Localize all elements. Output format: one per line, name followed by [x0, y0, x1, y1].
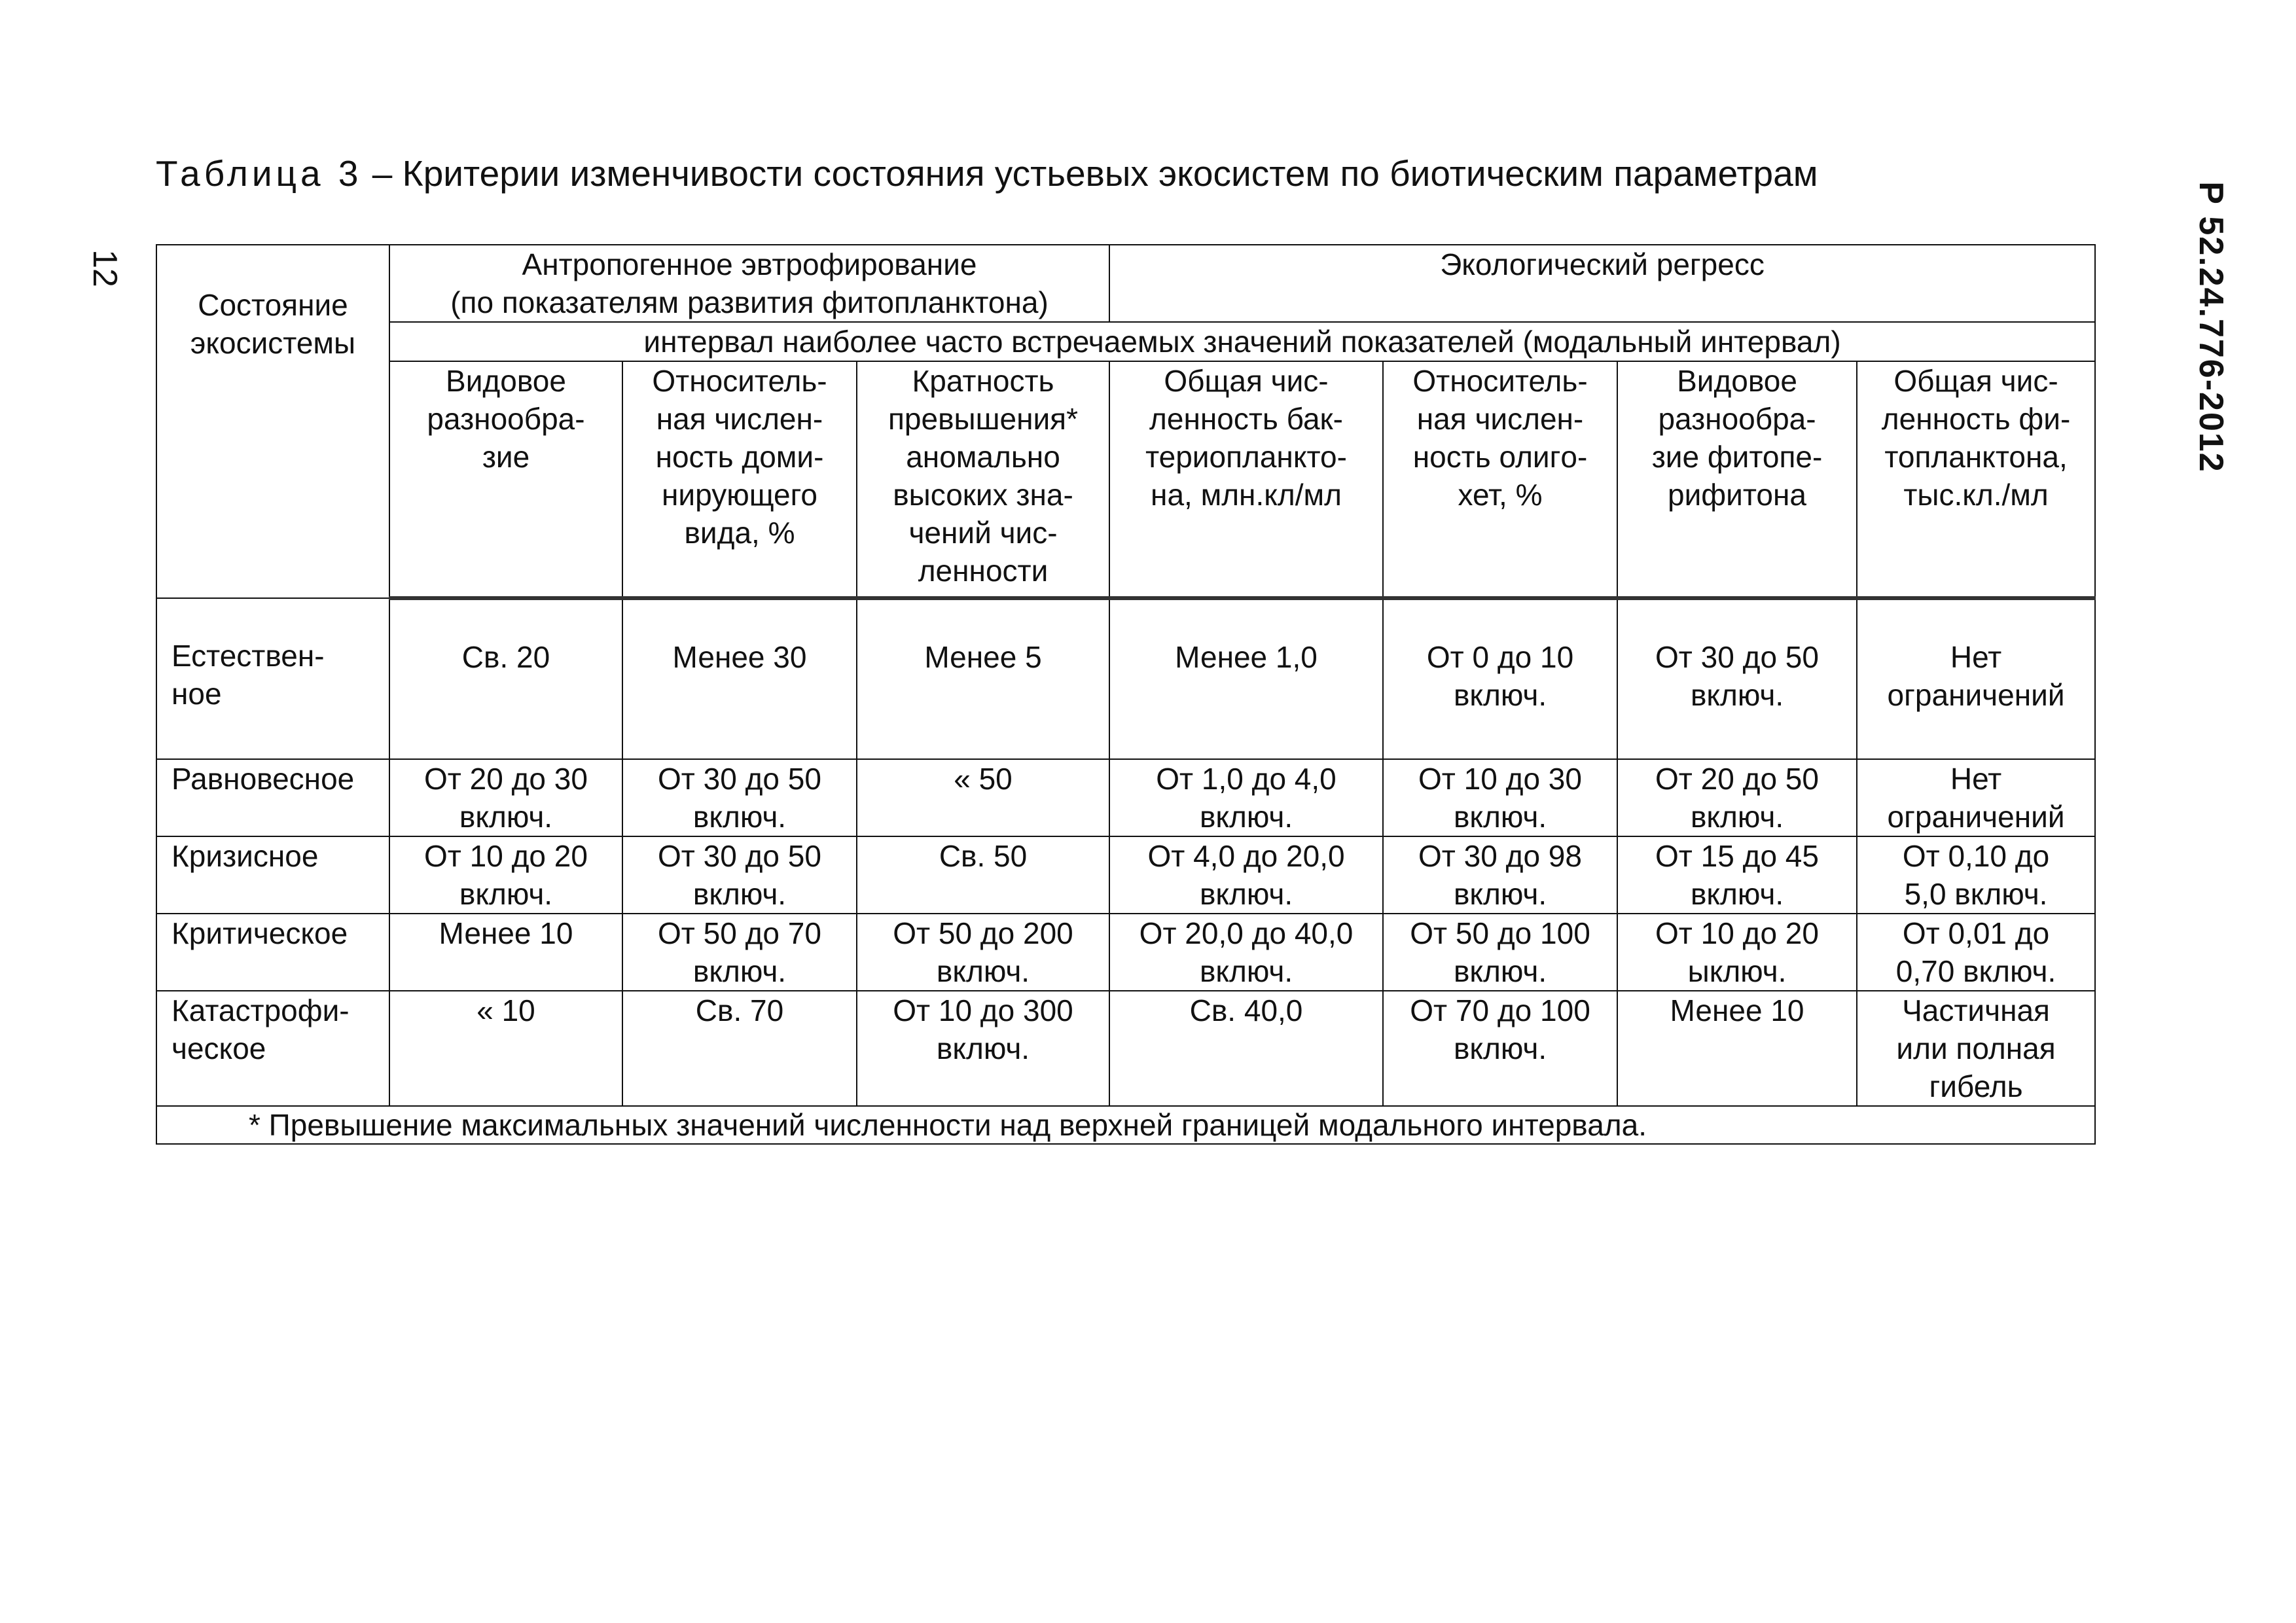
criteria-table [156, 244, 2096, 1145]
cell-line: зие [482, 440, 530, 474]
cell-line: 5,0 включ. [1904, 877, 2048, 911]
cell-line: Критическое [171, 916, 348, 950]
document-code: Р 52.24.776-2012 [2192, 181, 2230, 473]
column-header [1383, 361, 1617, 598]
cell-line: Общая чис- [1164, 364, 1329, 398]
cell-line: включ. [1453, 877, 1547, 911]
cell-line: Общая чис- [1893, 364, 2058, 398]
column-header [389, 361, 622, 598]
table-footnote: * Превышение максимальных значений численности над верхней границей модального интервала. [156, 1106, 2095, 1144]
cell-line: Катастрофи- [171, 993, 350, 1027]
cell-line: Нет [1950, 762, 2002, 796]
value-cell [389, 598, 622, 759]
cell-line: териопланкто- [1145, 440, 1347, 474]
cell-line: ыключ. [1687, 954, 1787, 988]
column-header [857, 361, 1109, 598]
cell-line: От 50 до 100 [1410, 916, 1590, 950]
cell-line: включ. [1453, 1031, 1547, 1065]
value-cell [1857, 991, 2095, 1106]
cell-line: включ. [936, 954, 1030, 988]
cell-line: « 50 [954, 762, 1013, 796]
cell-line: От 20,0 до 40,0 [1139, 916, 1354, 950]
value-cell [622, 991, 857, 1106]
value-cell [1109, 914, 1383, 991]
value-cell [1109, 991, 1383, 1106]
cell-line: Менее 10 [439, 916, 573, 950]
value-cell [1383, 598, 1617, 759]
table-row [156, 759, 2095, 836]
cell-line: (по показателям развития фитопланктона) [450, 285, 1049, 319]
value-cell [1383, 914, 1617, 991]
page-number: 12 [86, 249, 124, 287]
cell-line: От 70 до 100 [1410, 993, 1590, 1027]
cell-line: зие фитопе- [1651, 440, 1823, 474]
cell-line: включ. [1199, 954, 1293, 988]
value-cell [1617, 598, 1857, 759]
cell-line: тыс.кл./мл [1903, 478, 2049, 512]
value-cell [1857, 836, 2095, 914]
cell-line: От 30 до 50 [658, 839, 821, 873]
cell-line: нирующего [662, 478, 817, 512]
state-cell [156, 991, 389, 1106]
cell-line: включ. [936, 1031, 1030, 1065]
cell-line: От 10 до 300 [893, 993, 1073, 1027]
cell-line: От 30 до 50 [1655, 640, 1819, 674]
cell-line: От 0 до 10 [1426, 640, 1574, 674]
cell-line: вида, % [684, 516, 795, 550]
header-eutrophication [389, 245, 1109, 322]
cell-line: включ. [1690, 877, 1784, 911]
cell-line: Менее 10 [1670, 993, 1804, 1027]
cell-line: гибель [1929, 1069, 2023, 1103]
cell-line: Экологический регресс [1440, 247, 1765, 281]
table-caption [156, 153, 1818, 194]
cell-line: Частичная [1902, 993, 2050, 1027]
value-cell [389, 836, 622, 914]
cell-line: ность олигo- [1412, 440, 1588, 474]
value-cell [1857, 914, 2095, 991]
value-cell [1383, 759, 1617, 836]
cell-line: ная числен- [1416, 402, 1584, 436]
cell-line: ограничений [1887, 800, 2065, 834]
value-cell [622, 598, 857, 759]
value-cell [622, 759, 857, 836]
value-cell [1857, 598, 2095, 759]
value-cell [1617, 836, 1857, 914]
cell-line: аномально [906, 440, 1060, 474]
value-cell [1383, 991, 1617, 1106]
cell-line: От 50 до 70 [658, 916, 821, 950]
cell-line: Св. 40,0 [1189, 993, 1303, 1027]
table-row [156, 991, 2095, 1106]
cell-line: чений чис- [908, 516, 1058, 550]
header-modal-interval: интервал наиболее часто встречаемых значений показателей (модальный интервал) [389, 322, 2095, 361]
state-cell [156, 598, 389, 759]
cell-line: От 50 до 200 [893, 916, 1073, 950]
cell-line: От 20 до 50 [1655, 762, 1819, 796]
cell-line: ческое [171, 1031, 266, 1065]
column-header [1857, 361, 2095, 598]
table-row [156, 914, 2095, 991]
cell-line: включ. [692, 877, 787, 911]
cell-line: « 10 [476, 993, 535, 1027]
value-cell [389, 759, 622, 836]
cell-line: Менее 30 [672, 640, 807, 674]
cell-line: включ. [1690, 800, 1784, 834]
value-cell [1617, 914, 1857, 991]
column-header [1109, 361, 1383, 598]
cell-line: включ. [1453, 800, 1547, 834]
cell-line: Кризисное [171, 839, 319, 873]
cell-line: разнообра- [1658, 402, 1816, 436]
cell-line: От 15 до 45 [1655, 839, 1819, 873]
value-cell [857, 836, 1109, 914]
caption-text: – Критерии изменчивости состояния устьевых экосистем по биотическим параметрам [362, 153, 1818, 194]
cell-line: включ. [1690, 678, 1784, 712]
cell-line: разнообра- [427, 402, 585, 436]
cell-line: превышения* [888, 402, 1078, 436]
cell-line: От 10 до 20 [424, 839, 588, 873]
caption-lead: Таблица 3 [156, 153, 363, 194]
cell-line: От 4,0 до 20,0 [1147, 839, 1345, 873]
cell-line: включ. [459, 877, 553, 911]
footnote-row [156, 1106, 2095, 1144]
value-cell [857, 759, 1109, 836]
value-cell [1109, 759, 1383, 836]
cell-line: ное [171, 677, 222, 711]
value-cell [857, 991, 1109, 1106]
value-cell [1109, 598, 1383, 759]
cell-line: Относитель- [652, 364, 827, 398]
table-row [156, 598, 2095, 759]
state-cell [156, 836, 389, 914]
cell-line: От 0,10 до [1902, 839, 2050, 873]
value-cell [1857, 759, 2095, 836]
cell-line: От 0,01 до [1902, 916, 2050, 950]
cell-line: включ. [692, 800, 787, 834]
cell-line: От 30 до 98 [1418, 839, 1582, 873]
cell-line: ная числен- [656, 402, 823, 436]
cell-line: или полная [1896, 1031, 2056, 1065]
cell-line: экосистемы [190, 326, 356, 360]
cell-line: хет, % [1458, 478, 1543, 512]
cell-line: Относитель- [1412, 364, 1588, 398]
state-cell [156, 759, 389, 836]
value-cell [857, 598, 1109, 759]
header-ecological-regress [1109, 245, 2095, 322]
cell-line: Кратность [912, 364, 1054, 398]
cell-line: включ. [1453, 954, 1547, 988]
table-row [156, 836, 2095, 914]
cell-line: ность доми- [655, 440, 824, 474]
cell-line: Естествен- [171, 639, 325, 673]
cell-line: Видовое [1677, 364, 1797, 398]
cell-line: ограничений [1887, 678, 2065, 712]
cell-line: ленность бак- [1149, 402, 1343, 436]
value-cell [857, 914, 1109, 991]
cell-line: Менее 1,0 [1175, 640, 1318, 674]
cell-line: Состояние [198, 288, 348, 322]
cell-line: высоких зна- [893, 478, 1073, 512]
cell-line: ленности [918, 554, 1049, 588]
cell-line: на, млн.кл/мл [1151, 478, 1342, 512]
cell-line: Св. 70 [695, 993, 784, 1027]
cell-line: От 1,0 до 4,0 [1156, 762, 1336, 796]
cell-line: включ. [1453, 678, 1547, 712]
value-cell [389, 914, 622, 991]
cell-line: ленность фи- [1881, 402, 2071, 436]
cell-line: включ. [692, 954, 787, 988]
header-state [156, 245, 389, 598]
cell-line: От 10 до 30 [1418, 762, 1582, 796]
state-cell [156, 914, 389, 991]
cell-line: Равновесное [171, 762, 355, 796]
column-header [1617, 361, 1857, 598]
cell-line: Св. 20 [461, 640, 550, 674]
cell-line: включ. [459, 800, 553, 834]
cell-line: включ. [1199, 800, 1293, 834]
value-cell [622, 914, 857, 991]
cell-line: Видовое [446, 364, 566, 398]
cell-line: От 30 до 50 [658, 762, 821, 796]
cell-line: Св. 50 [939, 839, 1028, 873]
cell-line: рифитона [1668, 478, 1806, 512]
cell-line: Менее 5 [924, 640, 1042, 674]
value-cell [1109, 836, 1383, 914]
cell-line: включ. [1199, 877, 1293, 911]
cell-line: От 10 до 20 [1655, 916, 1819, 950]
cell-line: топланктона, [1884, 440, 2068, 474]
cell-line: От 20 до 30 [424, 762, 588, 796]
value-cell [1617, 759, 1857, 836]
value-cell [1383, 836, 1617, 914]
column-header [622, 361, 857, 598]
cell-line: 0,70 включ. [1895, 954, 2056, 988]
value-cell [389, 991, 622, 1106]
cell-line: Антропогенное эвтрофирование [522, 247, 977, 281]
value-cell [1617, 991, 1857, 1106]
cell-line: Нет [1950, 640, 2002, 674]
value-cell [622, 836, 857, 914]
